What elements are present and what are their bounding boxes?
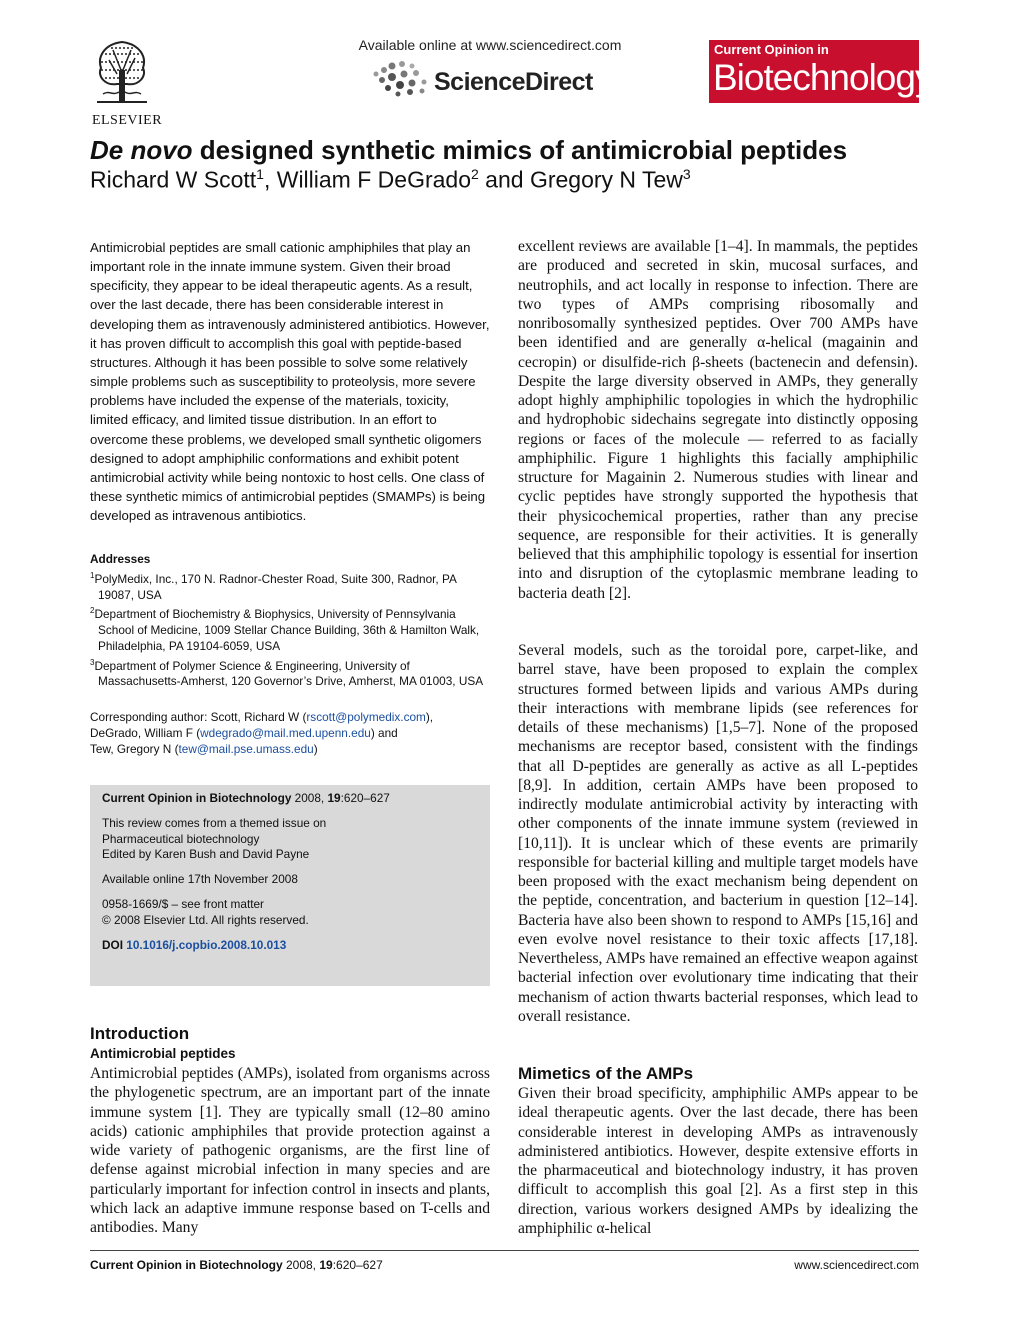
address-text: PolyMedix, Inc., 170 N. Radnor-Chester Road, Suite 300, Radnor, PA 19087, USA (94, 571, 457, 602)
article-title (90, 135, 847, 166)
address-item (90, 603, 490, 654)
author-separator: and (478, 166, 530, 193)
address-text: Department of Polymer Science & Engineering, University of Massachusetts-Amherst, 120 Governor’s Drive, Amherst, MA 01003, USA (94, 658, 484, 689)
abstract: Antimicrobial peptides are small cationic amphiphiles that play an important role in the innate immune system. Given their broad specificity, they appear to be ideal therapeutic agents. As a result, over the last decade, there has been considerable interest in developing them as intravenously administered antibiotics. However, it has proven difficult to accomplish this goal with peptide-based structures. Although it has been possible to solve some relatively simple problems such as susceptibility to proteolysis, more severe problems have included the expense of the materials, toxicity, limited efficacy, and limited tissue distribution. In an effort to overcome these problems, we developed small synthetic oligomers designed to adopt amphiphilic conformations and exhibit potent antimicrobial activity while being nontoxic to host cells. One class of these synthetic mimics of antimicrobial peptides (SMAMPs) is being developed as intravenous antibiotics. (90, 240, 490, 524)
email-link[interactable]: wdegrado@mail.med.upenn.edu (200, 725, 371, 740)
author-separator: , (263, 166, 277, 193)
title-rest: designed synthetic mimics of antimicrobial peptides (192, 135, 848, 165)
editors-line: Edited by Karen Bush and David Payne (102, 847, 310, 862)
section-heading-mimetics: Mimetics of the AMPs (518, 1064, 694, 1083)
elsevier-tree-icon (93, 40, 151, 104)
available-online-date: Available online 17th November 2008 (102, 872, 298, 887)
address-item (90, 568, 490, 604)
corresp-text: ), (425, 710, 434, 724)
section-heading-introduction: Introduction (90, 1024, 190, 1043)
corresp-line (90, 726, 490, 742)
addresses-block (90, 552, 490, 690)
mimetics-paragraph: Given their broad specificity, amphiphilic AMPs appear to be ideal therapeutic agents. Over the last decade, there has been considerable interest in developing AMPs as intravenously administered antibiotics. However, despite extensive efforts in the pharmaceutical and biotechnology industry, it has proven difficult to accomplish this goal [2]. As a first step in this direction, various workers designed AMPs by idealizing the amphiphilic α-helical (518, 1085, 918, 1237)
footer-url[interactable]: www.sciencedirect.com (794, 1258, 919, 1272)
citation-year: 2008, (291, 791, 328, 805)
author-list (90, 166, 691, 194)
address-marker: 1 (90, 570, 95, 580)
citation-pages: :620–627 (340, 791, 390, 805)
addresses-heading: Addresses (90, 552, 151, 566)
title-italic: De novo (90, 135, 193, 165)
footer-volume: 19 (319, 1258, 333, 1272)
themed-issue-topic: Pharmaceutical biotechnology (102, 831, 260, 846)
footer-divider (90, 1250, 919, 1251)
email-link[interactable]: tew@mail.pse.umass.edu (178, 741, 314, 756)
address-item (90, 655, 490, 691)
corresp-line (90, 710, 490, 726)
corresp-line (90, 742, 490, 758)
author-affiliation-marker: 2 (471, 166, 479, 182)
author-name: Gregory N Tew (529, 166, 683, 193)
page-header (0, 0, 1020, 135)
intro-paragraph: Antimicrobial peptides (AMPs), isolated from organisms across the phylogenetic spectrum, are an important part of the innate immune system [1]. They are typically small (12–80 amino acids) cationic amphiphiles that provide protection against a wide variety of pathogenic organisms, are the first line of defense against microbial infection in many species and are particularly important for infection control in insects and plants, which lack an adaptive immune response based on T-cells and antibodies. Many (90, 1065, 490, 1236)
citation-volume: 19 (327, 791, 341, 805)
footer-citation (90, 1258, 383, 1272)
sciencedirect-dots-icon (372, 60, 434, 98)
footer-year: 2008, (282, 1258, 320, 1272)
address-marker: 3 (90, 657, 95, 667)
citation-journal: Current Opinion in Biotechnology (102, 791, 292, 805)
available-online-text: Available online at www.sciencedirect.com (358, 37, 622, 53)
doi-label: DOI (102, 937, 127, 952)
body-paragraph: excellent reviews are available [1–4]. In mammals, the peptides are produced and secreted in skin, mucosal surfaces, and neutrophils, and act locally in response to infection. There are two types of AMPs comprising ribosomally and nonribosomally synthesized peptides. Over 700 AMPs have been identified and are generally α-helical (magainin and cecropin) or disulfide-rich β-sheets (bactenecin and defensin). Despite the large diversity observed in AMPs, they generally adopt highly amphiphilic topologies in which the hydrophilic and hydrophobic sidechains segregate into distinctly opposing regions or faces of the molecule — referred to as facially amphiphilic. Figure 1 highlights this facially amphiphilic structure for Magainin 2. Numerous studies with linear and cyclic peptides have strongly supported the hypothesis that their physicochemical properties, rather than any precise sequence, are responsible for their activities. It is generally believed that this amphiphilic topology is essential for insertion into and disruption of the cytoplasmic membrane leading to bacteria death [2]. (518, 238, 918, 602)
elsevier-wordmark: ELSEVIER (91, 113, 163, 128)
journal-banner-bottom: Biotechnology (713, 57, 933, 98)
corresp-text: ) (313, 741, 318, 756)
corresp-text: DeGrado, William F ( (90, 725, 201, 740)
article-info-box (90, 785, 490, 986)
author-affiliation-marker: 3 (682, 166, 691, 182)
elsevier-logo (84, 40, 170, 128)
author-affiliation-marker: 1 (256, 166, 264, 182)
themed-issue-line: This review comes from a themed issue on (102, 815, 327, 830)
author-name: Richard W Scott (90, 166, 257, 193)
body-paragraph: Several models, such as the toroidal pore, carpet-like, and barrel stave, have been proposed to explain the complex structures formed between lipids and various AMPs during their interactions with membrane lipids (see references for details of these mechanisms) [1,5–7]. None of the proposed mechanisms are receptor based, consistent with the findings that all D-peptides are generally as active as all L-peptides [8,9]. In addition, certain AMPs have been proposed to indirectly modulate antimicrobial activity by interacting with other components of the innate immune system (reviewed in [10,11]). It is unclear which of these events are primarily responsible for bacterial killing and multiple target models have been proposed with the exact mechanism being dependent on the peptide, concentration, and bacterium in question [12–14]. Bacteria have also been shown to respond to AMPs [15,16] and even evolve novel resistance to their toxic affects [17,18]. Nevertheless, AMPs have remained an effective weapon against bacterial infection over evolutionary time indicating that their mechanism of action thwarts bacterial responses, which lead to overall resistance. (518, 642, 918, 1025)
journal-banner-top: Current Opinion in (714, 42, 829, 57)
address-text: Department of Biochemistry & Biophysics, University of Pennsylvania School of Medicine, 1009 Stellar Chance Building, 36th & Hamilton Walk, Philadelphia, PA 19104-6059, USA (94, 607, 480, 653)
sciencedirect-logo[interactable] (372, 60, 622, 100)
address-marker: 2 (90, 606, 95, 616)
footer-journal: Current Opinion in Biotechnology (90, 1258, 283, 1272)
doi-link[interactable]: 10.1016/j.copbio.2008.10.013 (126, 937, 287, 952)
copyright-line: © 2008 Elsevier Ltd. All rights reserved. (102, 912, 309, 927)
corresp-text: ) and (370, 725, 398, 740)
corresp-label: Corresponding author: Scott, Richard W ( (90, 710, 307, 724)
issn-line: 0958-1669/$ – see front matter (102, 896, 264, 911)
doi-line (102, 938, 478, 954)
citation-line (102, 791, 478, 807)
journal-banner[interactable] (709, 40, 933, 103)
corresponding-authors (90, 710, 490, 757)
author-name: William F DeGrado (276, 166, 471, 193)
sciencedirect-wordmark: ScienceDirect (434, 68, 593, 96)
email-link[interactable]: rscott@polymedix.com (306, 710, 426, 724)
corresp-text: Tew, Gregory N ( (90, 741, 179, 756)
footer-pages: :620–627 (332, 1258, 383, 1272)
subsection-heading-amps: Antimicrobial peptides (90, 1046, 236, 1061)
